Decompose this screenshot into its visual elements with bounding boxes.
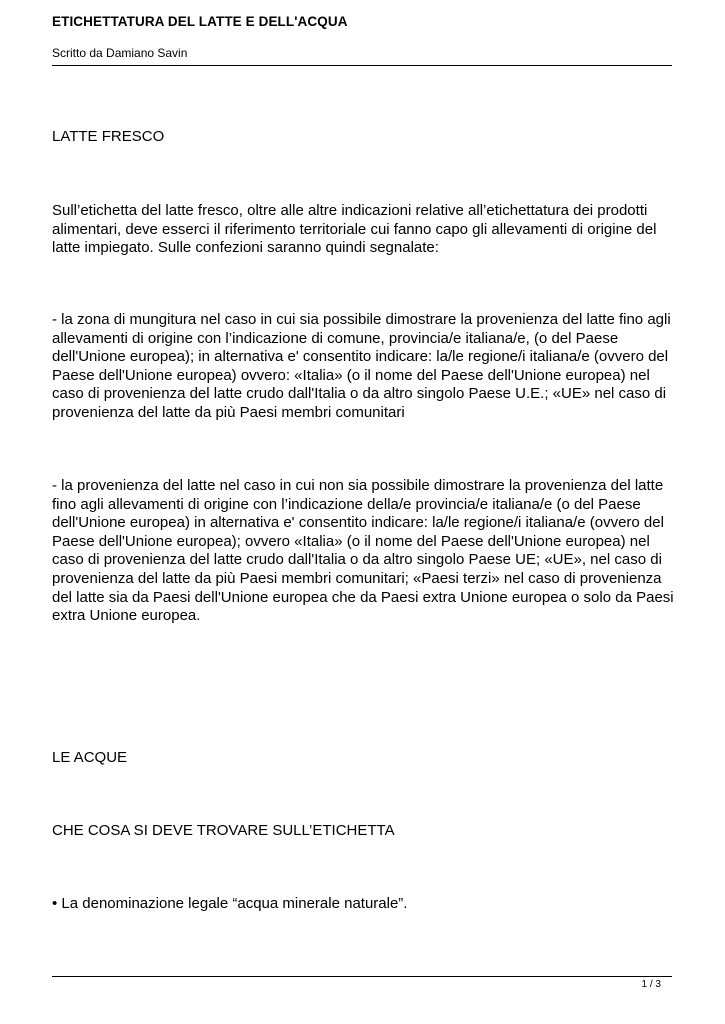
author-byline: Scritto da Damiano Savin [52, 46, 188, 60]
section-heading-le-acque: LE ACQUE [52, 749, 128, 766]
footer-divider [52, 976, 672, 977]
paragraph-zona-mungitura: - la zona di mungitura nel caso in cui sia possibile dimostrare la provenienza del latte fino agli allevamenti di origine con l’indicazione di comune, provincia/e italiana/e, (o del Paese dell'Unione europea); in alternativa e' consentito indicare: la/le regione/i italiana/e (ovvero del Paese dell'Unione europea) ovvero: «Italia» (o il nome del Paese dell'Unione europea) nel caso di provenienza del latte crudo dall'Italia o da altro singolo Paese U.E.; «UE» nel caso di provenienza del latte da più Paesi membri comunitari [52, 311, 671, 421]
header-divider [52, 65, 672, 66]
page-number: 1 / 3 [641, 979, 661, 990]
document-title: ETICHETTATURA DEL LATTE E DELL'ACQUA [52, 14, 348, 29]
paragraph-intro: Sull’etichetta del latte fresco, oltre alle altre indicazioni relative all’etichettatura dei prodotti alimentari, deve esserci il riferimento territoriale cui fanno capo gli allevamenti di origine del latte impiegato. Sulle confezioni saranno quindi segnalate: [52, 202, 657, 257]
list-item-denominazione: • La denominazione legale “acqua minerale naturale”. [52, 895, 408, 912]
paragraph-provenienza-latte: - la provenienza del latte nel caso in cui non sia possibile dimostrare la provenienza del latte fino agli allevamenti di origine con l’indicazione della/e provincia/e italiana/e (o del Paese dell'Unione europea) in alternativa e' consentito indicare: la/le regione/i italiana/e (ovvero del Paese dell'Unione europea); ovvero «Italia» (o il nome del Paese dell'Unione europea) nel caso di provenienza del latte crudo dall'Italia o da altro singolo Paese UE; «UE», nel caso di provenienza del latte da più Paesi membri comunitari; «Paesi terzi» nel caso di provenienza del latte sia da Paesi dell'Unione europea che da Paesi extra Unione europea o solo da Paesi extra Unione europea. [52, 477, 674, 625]
section-heading-latte-fresco: LATTE FRESCO [52, 128, 165, 145]
section-heading-etichetta: CHE COSA SI DEVE TROVARE SULL’ETICHETTA [52, 822, 395, 839]
